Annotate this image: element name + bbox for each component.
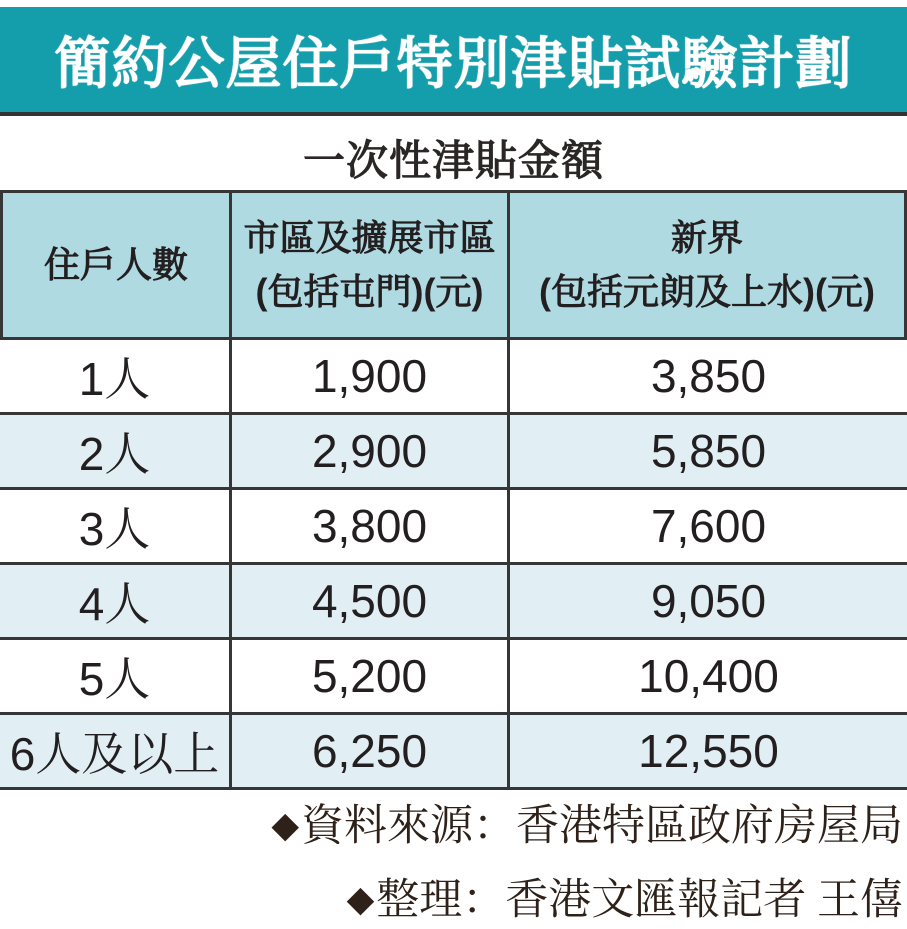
header-text-line1: 市區及擴展市區 bbox=[243, 217, 496, 258]
header-text-line2: (包括元朗及上水)(元) bbox=[539, 271, 875, 312]
cell-household-size: 6人及以上 bbox=[0, 715, 232, 787]
subsidy-table bbox=[0, 190, 907, 790]
diamond-bullet-icon: ◆ bbox=[346, 879, 375, 919]
cell-household-size: 5人 bbox=[0, 640, 232, 712]
title-banner bbox=[0, 7, 907, 116]
cell-household-size: 2人 bbox=[0, 415, 232, 487]
header-cell-household-size bbox=[3, 193, 232, 337]
header-text: 住戶人數 bbox=[43, 244, 188, 285]
table-row bbox=[0, 640, 907, 715]
header-cell-urban-area bbox=[232, 193, 510, 337]
cell-nt-amount: 10,400 bbox=[638, 650, 779, 702]
diamond-bullet-icon: ◆ bbox=[271, 805, 299, 845]
cell-urban-amount: 3,800 bbox=[232, 490, 510, 562]
cell-urban-amount: 1,900 bbox=[232, 340, 510, 412]
source-note bbox=[271, 800, 903, 852]
credit-note bbox=[271, 874, 903, 926]
table-row bbox=[0, 715, 907, 790]
cell-urban-amount: 5,200 bbox=[232, 640, 510, 712]
header-cell-new-territories bbox=[510, 193, 904, 337]
cell-urban-amount: 4,500 bbox=[232, 565, 510, 637]
table-header-row bbox=[0, 190, 907, 340]
table-row bbox=[0, 490, 907, 565]
footer-notes bbox=[271, 800, 903, 929]
cell-urban-amount: 6,250 bbox=[232, 715, 510, 787]
header-text-line2: (包括屯門)(元) bbox=[255, 271, 484, 312]
cell-nt-amount: 12,550 bbox=[638, 725, 779, 777]
cell-nt-amount: 9,050 bbox=[650, 575, 767, 627]
table-row bbox=[0, 340, 907, 415]
header-text-line1: 新界 bbox=[670, 217, 743, 258]
cell-nt-amount: 7,600 bbox=[650, 500, 767, 552]
cell-nt-amount: 5,850 bbox=[650, 425, 767, 477]
table-row bbox=[0, 415, 907, 490]
credit-text: 整理：香港文匯報記者 王僖 bbox=[376, 877, 903, 924]
table-subtitle: 一次性津貼金額 bbox=[302, 137, 604, 184]
source-text: 資料來源：香港特區政府房屋局 bbox=[301, 803, 903, 850]
table-row bbox=[0, 565, 907, 640]
cell-nt-amount: 3,850 bbox=[650, 350, 767, 402]
cell-household-size: 4人 bbox=[0, 565, 232, 637]
cell-household-size: 3人 bbox=[0, 490, 232, 562]
page-title: 簡約公屋住戶特別津貼試驗計劃 bbox=[54, 31, 853, 95]
cell-household-size: 1人 bbox=[0, 340, 232, 412]
cell-urban-amount: 2,900 bbox=[232, 415, 510, 487]
